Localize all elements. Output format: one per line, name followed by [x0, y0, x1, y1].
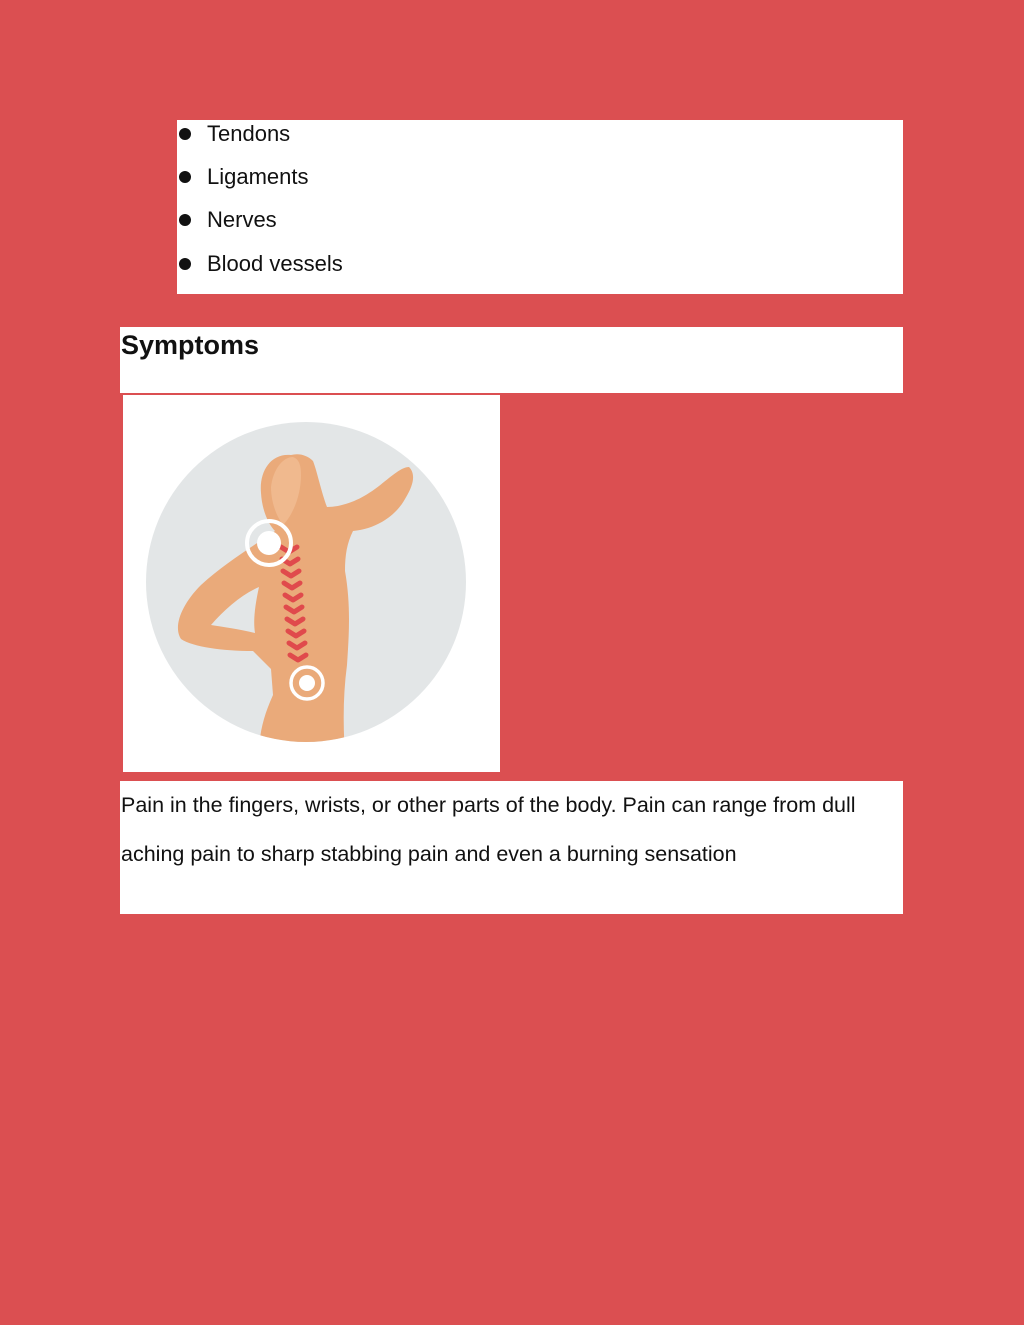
symptom-description: Pain in the fingers, wrists, or other parts of the body. Pain can range from dull aching pain to sharp stabbing pain and even a burning sensation: [121, 793, 856, 866]
list-item-label: Blood vessels: [207, 251, 343, 276]
list-panel: [177, 120, 903, 294]
list-item-label: Ligaments: [207, 164, 309, 189]
list-item: [177, 162, 309, 192]
description-panel: [120, 781, 903, 914]
list-item-label: Nerves: [207, 207, 277, 232]
back-pain-illustration: [123, 395, 500, 772]
bullet-icon: [179, 128, 191, 140]
list-item-label: Tendons: [207, 121, 291, 146]
bullet-icon: [179, 214, 191, 226]
list-item: [177, 249, 343, 279]
bullet-icon: [179, 258, 191, 270]
back-pain-spine-icon: [123, 395, 500, 772]
list-item: [177, 119, 290, 149]
list-item: [177, 205, 277, 235]
heading-panel: [120, 327, 903, 393]
section-heading: Symptoms: [121, 330, 260, 360]
bullet-icon: [179, 171, 191, 183]
